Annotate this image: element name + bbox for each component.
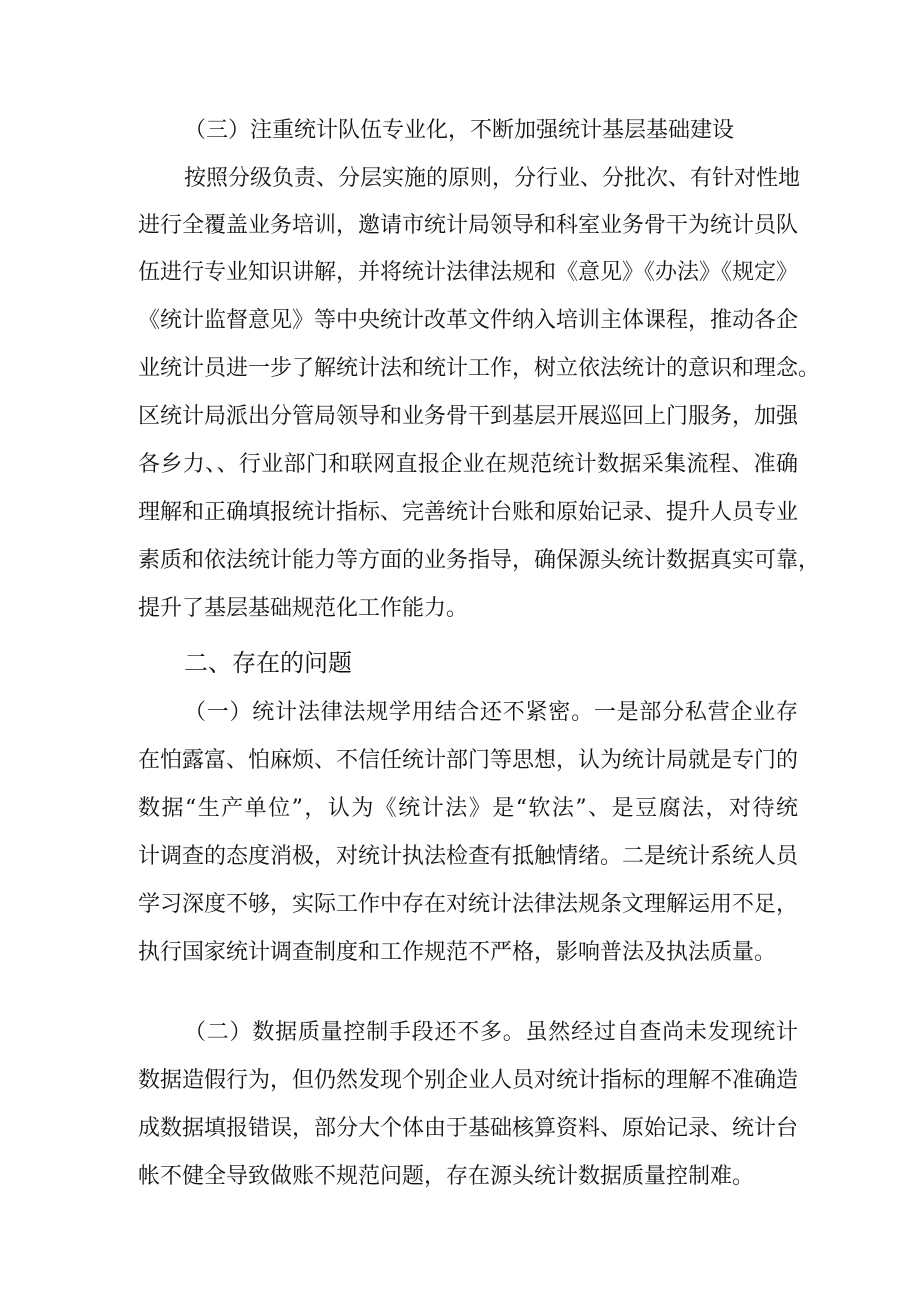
paragraph-line: （一）统计法律法规学用结合还不紧密。一是部分私营企业存 xyxy=(184,700,798,725)
paragraph-line: 素质和依法统计能力等方面的业务指导，确保源头统计数据真实可靠， xyxy=(138,548,821,573)
paragraph-line: 执行国家统计调查制度和工作规范不严格，影响普法及执法质量。 xyxy=(138,940,777,965)
paragraph-line: 数据“生产单位”，认为《统计法》是“软法”、是豆腐法，对待统 xyxy=(138,796,798,821)
paragraph-line: 《统计监督意见》等中央统计改革文件纳入培训主体课程，推动各企 xyxy=(138,308,799,333)
paragraph-line: 按照分级负责、分层实施的原则，分行业、分批次、有针对性地 xyxy=(184,166,801,191)
paragraph-line: 各乡力、、行业部门和联网直报企业在规范统计数据采集流程、准确 xyxy=(138,452,798,477)
paragraph-line: 在怕露富、怕麻烦、不信任统计部门等思想，认为统计局就是专门的 xyxy=(138,748,799,773)
paragraph-line: 区统计局派出分管局领导和业务骨干到基层开展巡回上门服务，加强 xyxy=(138,404,799,429)
paragraph-line: 成数据填报错误，部分大个体由于基础核算资料、原始记录、统计台 xyxy=(138,1116,799,1141)
paragraph-line: 伍进行专业知识讲解，并将统计法律法规和《意见》《办法》《规定》 xyxy=(138,260,799,285)
part-2-title: 二、存在的问题 xyxy=(184,649,352,677)
paragraph-line: 学习深度不够，实际工作中存在对统计法律法规条文理解运用不足， xyxy=(138,892,799,917)
paragraph-line: 数据造假行为，但仍然发现个别企业人员对统计指标的理解不准确造 xyxy=(138,1068,799,1093)
paragraph-line: 进行全覆盖业务培训，邀请市统计局领导和科室业务骨干为统计员队 xyxy=(138,213,799,238)
paragraph-line: 提升了基层基础规范化工作能力。 xyxy=(138,596,469,621)
paragraph-line: 业统计员进一步了解统计法和统计工作，树立依法统计的意识和理念。 xyxy=(138,356,821,381)
paragraph-line: 计调查的态度消极，对统计执法检查有抵触情绪。二是统计系统人员 xyxy=(138,844,799,869)
section-3-heading: （三）注重统计队伍专业化，不断加强统计基层基础建设 xyxy=(184,118,735,143)
paragraph-line: （二）数据质量控制手段还不多。虽然经过自查尚未发现统计 xyxy=(184,1020,798,1045)
paragraph-line: 理解和正确填报统计指标、完善统计台账和原始记录、提升人员专业 xyxy=(138,500,799,525)
paragraph-line: 帐不健全导致做账不规范问题，存在源头统计数据质量控制难。 xyxy=(138,1164,755,1189)
